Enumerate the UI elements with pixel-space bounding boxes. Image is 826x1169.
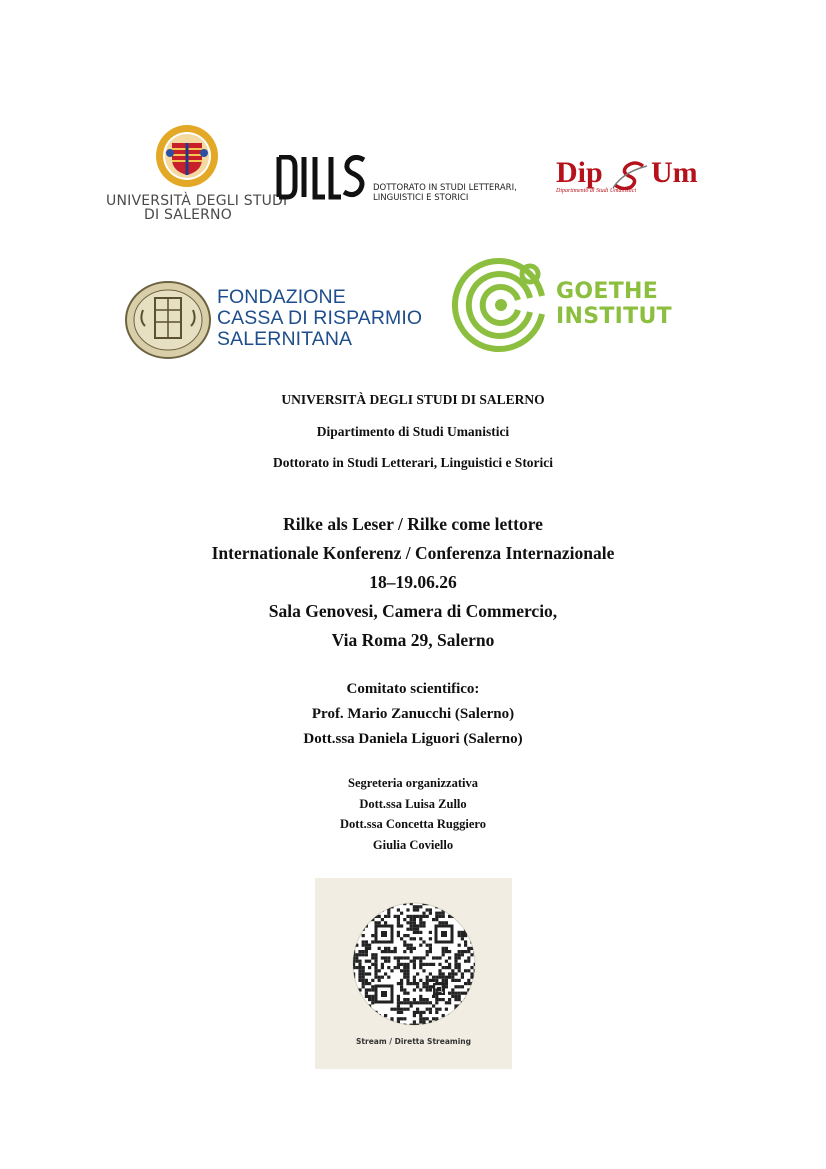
- committee-heading: Comitato scientifico:: [346, 681, 480, 697]
- dipsum-logo: [556, 158, 731, 198]
- fondazione-line1: FONDAZIONE: [217, 286, 346, 308]
- fondazione-line2: CASSA DI RISPARMIO: [217, 307, 423, 329]
- dipsum-s-icon: [610, 160, 650, 190]
- goethe-spiral-icon: [452, 256, 550, 354]
- unisa-logo: [104, 123, 288, 223]
- fondazione-seal-icon: [125, 280, 211, 360]
- event-venue: Sala Genovesi, Camera di Commercio,: [268, 601, 558, 621]
- event-title: Rilke als Leser / Rilke come lettore: [283, 514, 543, 534]
- dills-line1: DOTTORATO IN STUDI LETTERARI,: [373, 183, 517, 193]
- department-heading: Dipartimento di Studi Umanistici: [316, 424, 510, 439]
- event-address: Via Roma 29, Salerno: [331, 630, 495, 650]
- dills-logo: [276, 155, 517, 205]
- goethe-logo: [452, 256, 672, 354]
- goethe-line2: INSTITUT: [556, 304, 672, 329]
- secretariat-member: Dott.ssa Concetta Ruggiero: [340, 817, 486, 831]
- fondazione-logo: [125, 280, 425, 360]
- dipsum-subtitle: Dipartimento di Studi Umanistici: [556, 188, 637, 194]
- dills-wordmark-icon: [276, 155, 368, 201]
- unisa-line2: DI SALERNO: [144, 207, 232, 223]
- secretariat-member: Giulia Coviello: [372, 838, 454, 852]
- committee-member: Prof. Mario Zanucchi (Salerno): [311, 706, 515, 722]
- secretariat-member: Dott.ssa Luisa Zullo: [359, 797, 467, 811]
- event-dates: 18–19.06.26: [369, 572, 457, 592]
- doctorate-heading: Dottorato in Studi Letterari, Linguistici e Storici: [272, 455, 554, 470]
- fondazione-line3: SALERNITANA: [217, 328, 353, 350]
- dills-line2: LINGUISTICI E STORICI: [373, 193, 469, 203]
- unisa-line1: UNIVERSITÀ DEGLI STUDI: [106, 193, 288, 209]
- university-heading: UNIVERSITÀ DEGLI STUDI DI SALERNO: [281, 392, 545, 407]
- dipsum-left: Dip: [556, 156, 603, 189]
- dipsum-right: Um: [651, 156, 698, 189]
- unisa-seal-icon: [152, 123, 222, 189]
- committee-member: Dott.ssa Daniela Liguori (Salerno): [303, 731, 523, 747]
- qr-label: Stream / Diretta Streaming: [356, 1037, 471, 1046]
- stream-qr-card[interactable]: [315, 878, 512, 1069]
- qr-code-icon[interactable]: [352, 902, 476, 1026]
- goethe-line1: GOETHE: [556, 279, 659, 304]
- secretariat-heading: Segreteria organizzativa: [348, 776, 478, 790]
- event-subtitle: Internationale Konferenz / Conferenza Internazionale: [211, 543, 615, 563]
